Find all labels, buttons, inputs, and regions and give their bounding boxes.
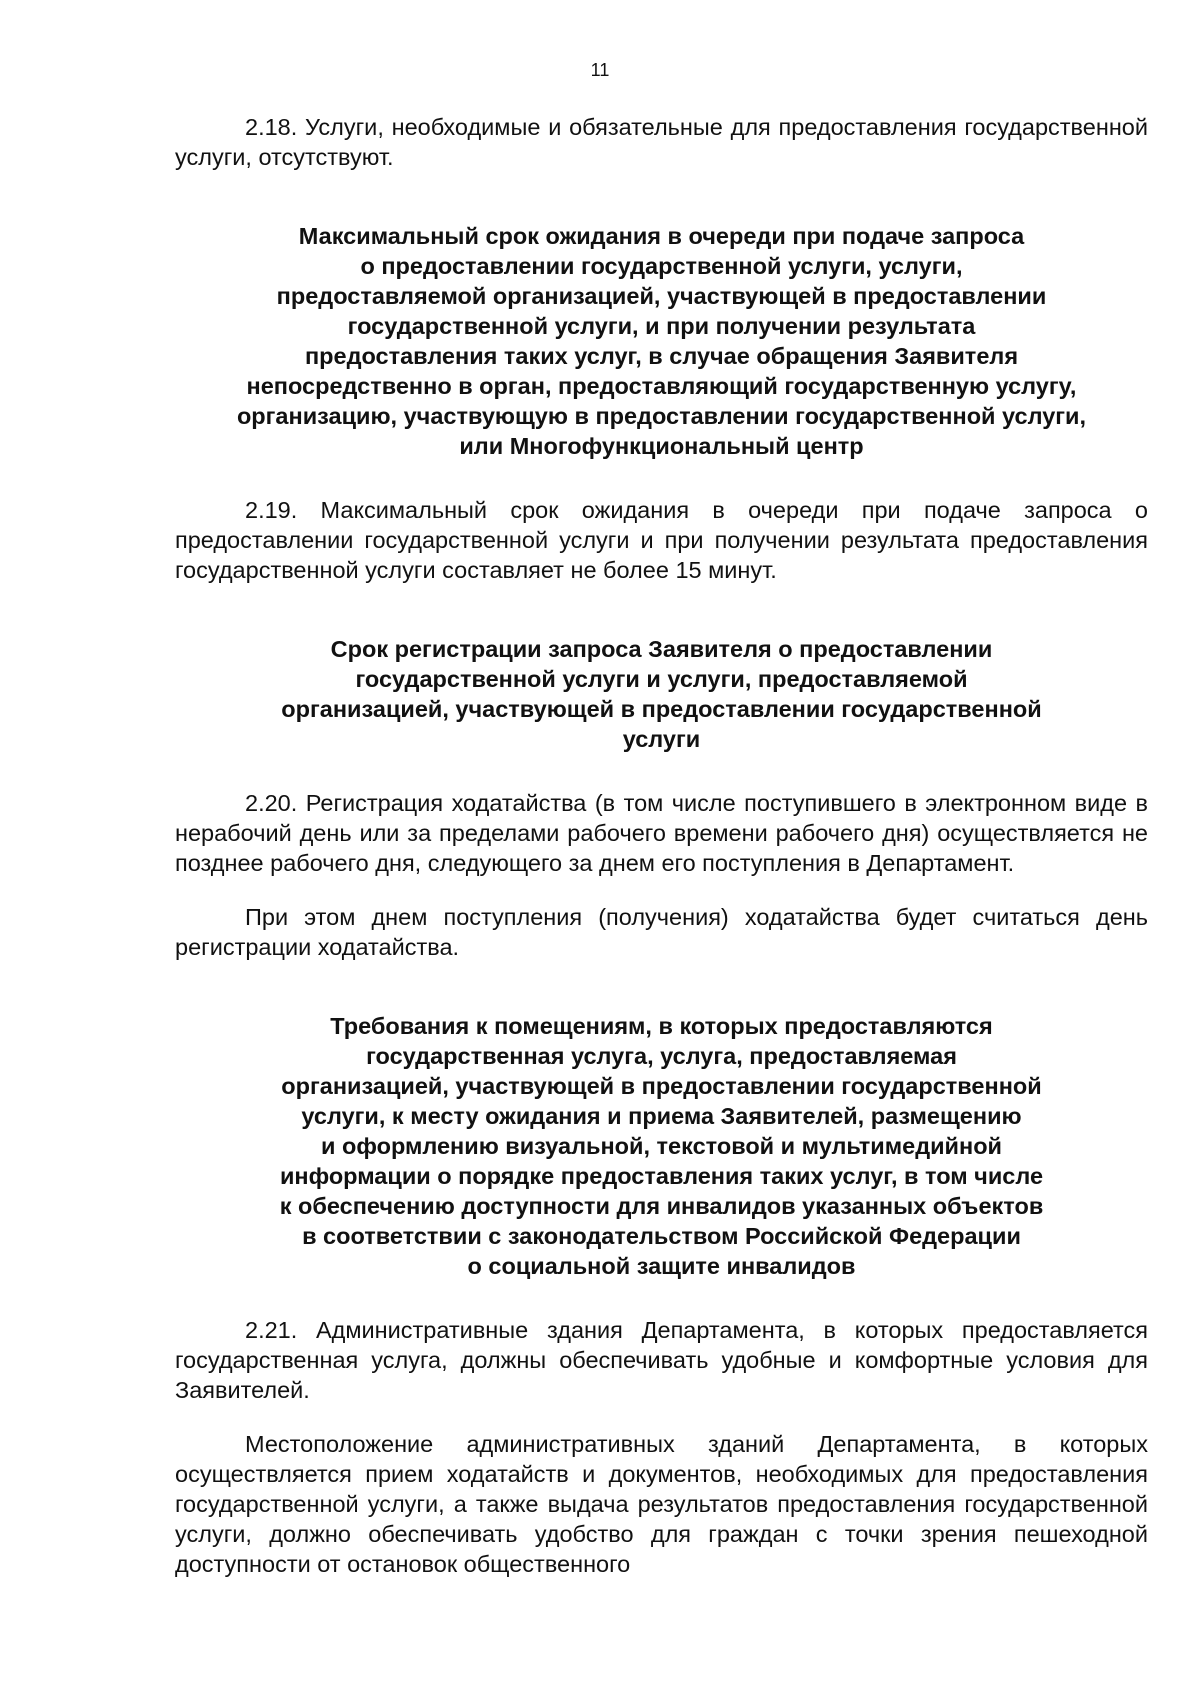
section-heading-premises-requirements — [175, 1011, 1148, 1281]
section-heading-registration-term — [175, 634, 1148, 754]
paragraph-2-20: 2.20. Регистрация ходатайства (в том числе поступившего в электронном виде в нерабочий день или за пределами рабочего времени рабочего дня) осуществляется не позднее рабочего дня, следующего за днем его поступления в Департамент. — [175, 790, 1148, 876]
heading-line: государственная услуга, услуга, предоставляемая — [366, 1043, 957, 1069]
heading-line: к обеспечению доступности для инвалидов указанных объектов — [279, 1193, 1044, 1219]
paragraph-2-21: 2.21. Административные здания Департамента, в которых предоставляется государственная услуга, должны обеспечивать удобные и комфортные условия для Заявителей. — [175, 1317, 1148, 1403]
heading-line: Требования к помещениям, в которых предоставляются — [330, 1013, 993, 1039]
heading-line: организацией, участвующей в предоставлении государственной — [281, 696, 1042, 722]
heading-line: предоставляемой организацией, участвующей в предоставлении — [276, 283, 1047, 309]
paragraph-2-21-location: Местоположение административных зданий Департамента, в которых осуществляется прием ходатайств и документов, необходимых для предоставления государственной услуги, а также выдача результатов предоставления государственной услуги, должно обеспечивать удобство для граждан с точки зрения пешеходной доступности от остановок общественного — [175, 1431, 1148, 1577]
paragraph-2-20-note: При этом днем поступления (получения) ходатайства будет считаться день регистрации ходатайства. — [175, 904, 1148, 960]
heading-line: о социальной защите инвалидов — [467, 1253, 856, 1279]
heading-line: в соответствии с законодательством Российской Федерации — [302, 1223, 1021, 1249]
heading-line: и оформлению визуальной, текстовой и мультимедийной — [321, 1133, 1002, 1159]
document-body — [175, 112, 1148, 1579]
heading-line: информации о порядке предоставления таких услуг, в том числе — [279, 1163, 1044, 1189]
heading-line: Максимальный срок ожидания в очереди при подаче запроса — [298, 223, 1025, 249]
heading-line: организацией, участвующей в предоставлении государственной — [281, 1073, 1042, 1099]
heading-line: услуги, к месту ожидания и приема Заявителей, размещению — [301, 1103, 1022, 1129]
heading-line: непосредственно в орган, предоставляющий государственную услугу, — [246, 373, 1077, 399]
heading-line: услуги — [622, 726, 701, 752]
heading-line: предоставления таких услуг, в случае обращения Заявителя — [304, 343, 1019, 369]
heading-line: или Многофункциональный центр — [459, 433, 864, 459]
heading-line: государственной услуги и услуги, предоставляемой — [355, 666, 968, 692]
heading-line: государственной услуги, и при получении результата — [347, 313, 976, 339]
page-number: 11 — [590, 60, 610, 80]
heading-line: Срок регистрации запроса Заявителя о предоставлении — [330, 636, 993, 662]
paragraph-2-18: 2.18. Услуги, необходимые и обязательные для предоставления государственной услуги, отсутствуют. — [175, 114, 1148, 170]
heading-line: организацию, участвующую в предоставлении государственной услуги, — [236, 403, 1087, 429]
paragraph-2-19: 2.19. Максимальный срок ожидания в очереди при подаче запроса о предоставлении государственной услуги и при получении результата предоставления государственной услуги составляет не более 15 минут. — [175, 497, 1148, 583]
heading-line: о предоставлении государственной услуги, услуги, — [360, 253, 963, 279]
section-heading-queue-wait-time — [175, 221, 1148, 461]
